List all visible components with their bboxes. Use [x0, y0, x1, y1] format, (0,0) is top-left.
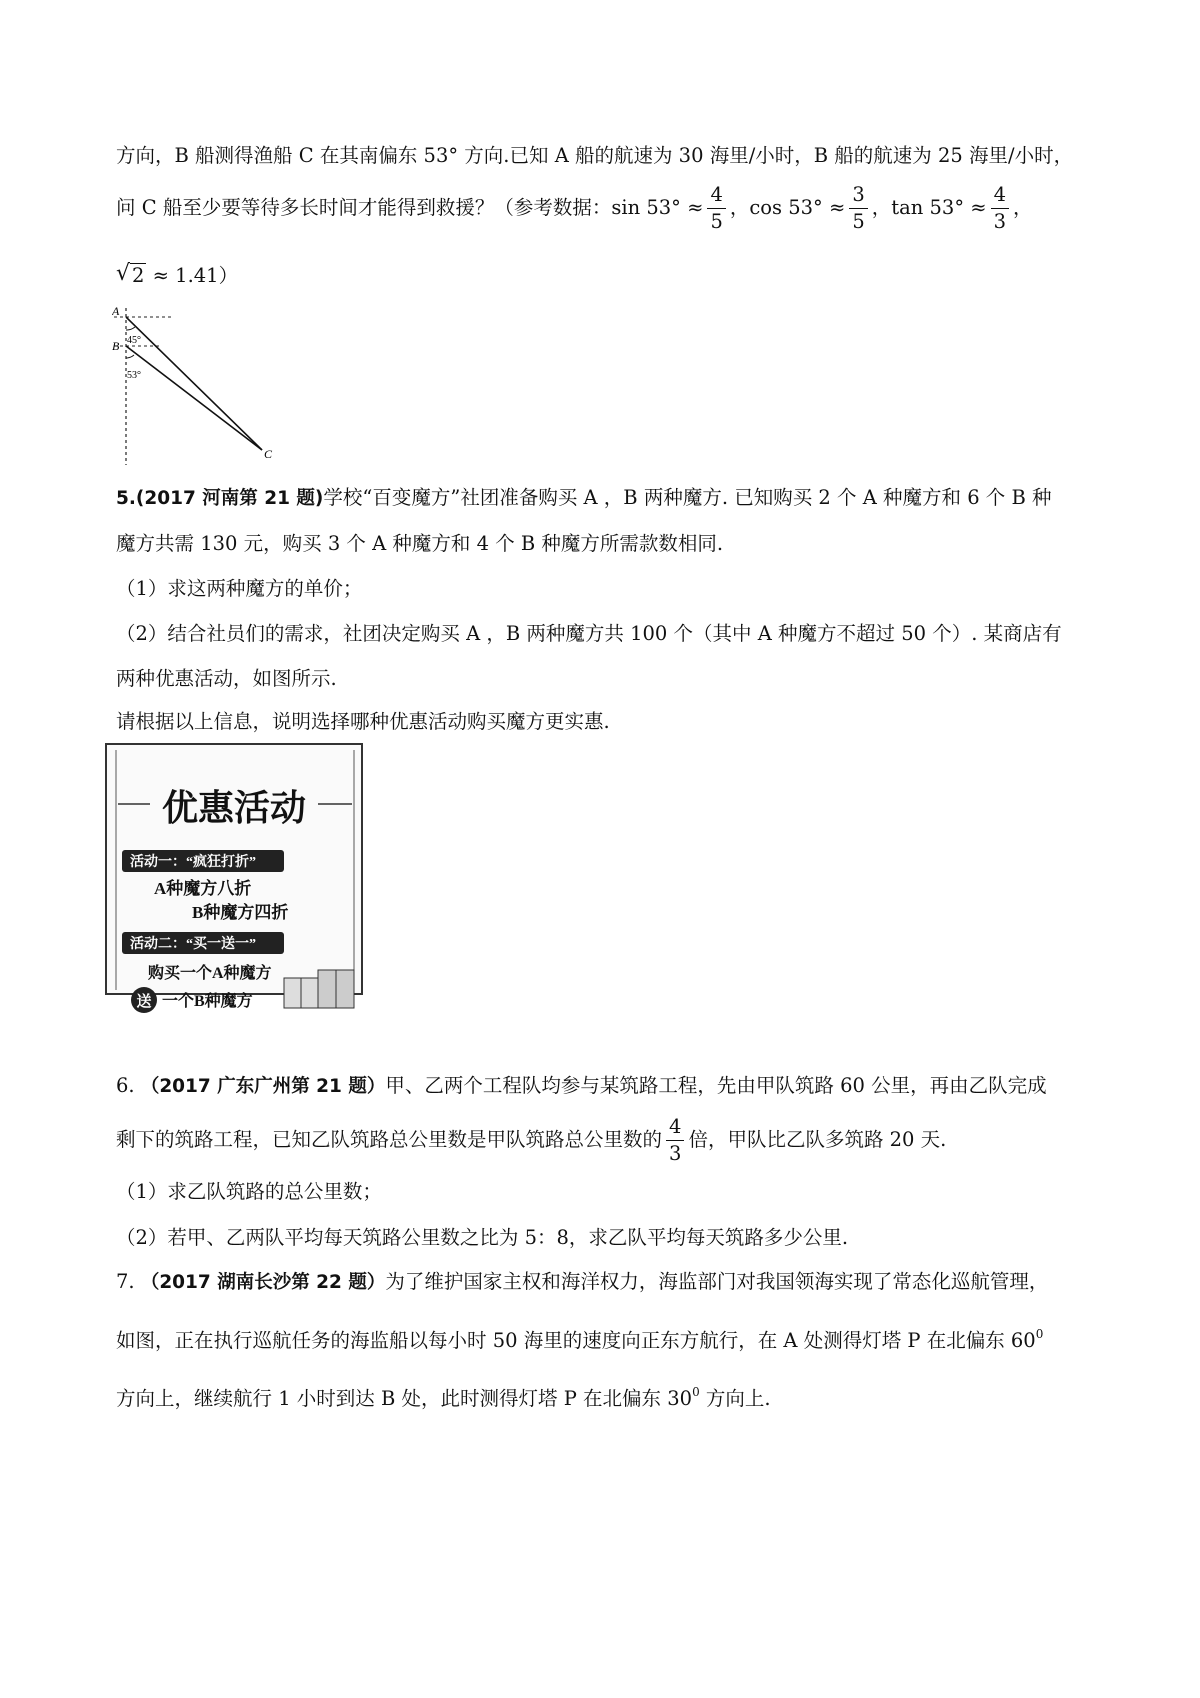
q5-source: (2017 河南第 21 题) — [135, 488, 324, 509]
q5-part1: （1）求这两种魔方的单价； — [116, 577, 363, 600]
q5-line1 — [116, 484, 1104, 513]
q6-source: （2017 广东广州第 21 题） — [140, 1076, 386, 1097]
angle-45-label: 45° — [127, 335, 141, 346]
line-ac — [126, 317, 262, 450]
q4-line1: 方向，B 船测得渔船 C 在其南偏东 53° 方向.已知 A 船的航速为 30 海里/小时，B 船的航速为 25 海里/小时， — [116, 144, 1074, 167]
line-bc — [126, 346, 262, 450]
q4-tan-denominator: 3 — [993, 209, 1007, 233]
q7-line3-tail: 方向上. — [699, 1387, 771, 1410]
angle-53-arc — [126, 355, 134, 358]
q7-line3-text: 方向上，继续航行 1 小时到达 B 处，此时测得灯塔 P 在北偏东 30 — [116, 1387, 693, 1410]
q4-sep1: ， — [729, 196, 750, 219]
q4-cos-fraction — [849, 182, 867, 235]
q4-cos-denominator: 5 — [852, 209, 865, 233]
q4-tan-fraction — [991, 182, 1009, 235]
q7-number: 7. — [116, 1270, 135, 1293]
q4-sin-fraction — [707, 182, 725, 235]
label-b: B — [112, 339, 120, 353]
q6-line1 — [116, 1072, 1104, 1101]
q6-fraction-denominator: 3 — [669, 1141, 682, 1165]
q5-line1-text: 学校“百变魔方”社团准备购买 A ，B 两种魔方. 已知购买 2 个 A 种魔方和 6 个 B 种 — [323, 486, 1052, 509]
q4-sin-denominator: 5 — [710, 209, 723, 233]
q4-sin-numerator: 4 — [707, 182, 725, 209]
q7-line1-text: 为了维护国家主权和海洋权力，海监部门对我国领海实现了常态化巡航管理， — [385, 1270, 1049, 1293]
q7-line2-text: 如图，正在执行巡航任务的海监船以每小时 50 海里的速度向正东方航行，在 A 处测得灯塔 P 在北偏东 60 — [116, 1329, 1036, 1352]
q5-part2b: 两种优惠活动，如图所示. — [116, 667, 337, 690]
act1-line1: A种魔方八折 — [154, 879, 252, 898]
q7-line2-degree: 0 — [1035, 1327, 1044, 1341]
act2-line1: 购买一个A种魔方 — [148, 965, 272, 982]
q6-fraction-numerator: 4 — [666, 1114, 684, 1141]
q5-part2a: （2）结合社员们的需求，社团决定购买 A ，B 两种魔方共 100 个（其中 A 种魔方不超过 50 个）. 某商店有 — [116, 622, 1062, 645]
q7-line3-degree: 0 — [692, 1385, 700, 1399]
q4-tan-numerator: 4 — [991, 182, 1009, 209]
radical-sign-icon: √ — [116, 261, 131, 286]
q4-tan: tan 53° ≈ — [891, 196, 987, 219]
q6-part1: （1）求乙队筑路的总公里数； — [116, 1180, 382, 1203]
q5-ask: 请根据以上信息，说明选择哪种优惠活动购买魔方更实惠. — [116, 710, 610, 733]
q4-line2 — [116, 180, 1104, 236]
q5-line2: 魔方共需 130 元，购买 3 个 A 种魔方和 4 个 B 种魔方所需款数相同. — [116, 532, 724, 555]
q4-geometry-figure — [112, 300, 292, 470]
q4-sin: sin 53° ≈ — [611, 196, 704, 219]
angle-45-arc — [126, 327, 135, 330]
q6-part2: （2）若甲、乙两队平均每天筑路公里数之比为 5：8，求乙队平均每天筑路多少公里. — [116, 1226, 849, 1249]
q4-cos-numerator: 3 — [849, 182, 867, 209]
promotion-poster — [104, 742, 366, 1698]
q7-line2 — [116, 1320, 1104, 1355]
gift-badge-text: 送 — [136, 994, 152, 1010]
q7-source: （2017 湖南长沙第 22 题） — [140, 1272, 386, 1293]
q6-number: 6. — [116, 1074, 135, 1097]
act2-label: 活动二：“买一送一” — [130, 937, 256, 952]
label-a: A — [112, 304, 120, 318]
q4-line2-prefix: 问 C 船至少要等待多长时间才能得到救援？（参考数据： — [116, 196, 612, 219]
act1-label: 活动一：“疯狂打折” — [130, 855, 256, 870]
q6-line2 — [116, 1112, 1104, 1168]
act1-line2: B种魔方四折 — [192, 903, 289, 922]
q4-sep3: ， — [1013, 196, 1033, 219]
q5-number: 5. — [116, 488, 136, 509]
q6-line2-a: 剩下的筑路工程，已知乙队筑路总公里数是甲队筑路总公里数的 — [116, 1128, 663, 1151]
q4-sep2: ， — [871, 196, 892, 219]
q6-fraction — [666, 1114, 684, 1167]
angle-53-label: 53° — [127, 370, 141, 381]
q4-line3 — [116, 262, 1104, 290]
poster-title: 优惠活动 — [161, 788, 307, 828]
q6-line2-b: 倍，甲队比乙队多筑路 20 天. — [688, 1128, 947, 1151]
act2-line2: 一个B种魔方 — [162, 993, 253, 1010]
q7-line3 — [116, 1378, 1104, 1413]
sqrt-expression — [116, 262, 146, 290]
sqrt-radicand: 2 — [132, 264, 145, 287]
q4-cos: cos 53° ≈ — [749, 196, 846, 219]
q4-sqrt-rest: ≈ 1.41） — [152, 264, 239, 287]
q7-line1 — [116, 1268, 1104, 1297]
q6-line1-text: 甲、乙两个工程队均参与某筑路工程，先由甲队筑路 60 公里，再由乙队完成 — [385, 1074, 1047, 1097]
label-c: C — [264, 447, 273, 461]
